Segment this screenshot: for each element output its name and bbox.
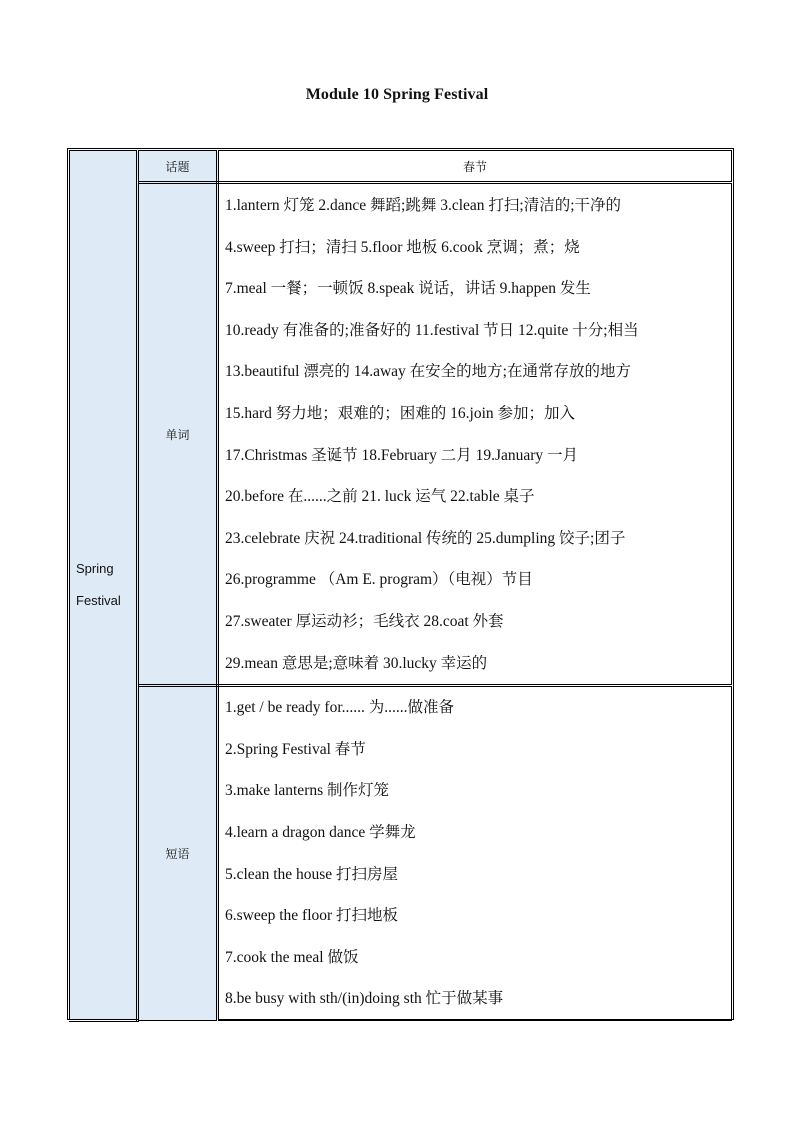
words-label: 单词	[138, 183, 218, 686]
table-header-row	[70, 151, 732, 183]
phrases-content	[218, 686, 732, 1021]
phrase-entry: 2.Spring Festival 春节	[225, 740, 366, 758]
words-row	[70, 183, 732, 686]
word-entry: 17.Christmas 圣诞节 18.February 二月 19.January 一月	[225, 446, 579, 464]
page-title: Module 10 Spring Festival	[305, 86, 489, 103]
word-entry: 1.lantern 灯笼 2.dance 舞蹈;跳舞 3.clean 打扫;清洁的;干净的	[225, 197, 622, 214]
words-list	[225, 185, 731, 684]
word-entry: 10.ready 有准备的;准备好的 11.festival 节日 12.quite 十分;相当	[225, 321, 639, 339]
vocab-table	[69, 150, 732, 1022]
phrase-entry: 4.learn a dragon dance 学舞龙	[225, 823, 416, 841]
phrase-entry: 8.be busy with sth/(in)doing sth 忙于做某事	[225, 990, 504, 1008]
phrase-entry: 5.clean the house 打扫房屋	[225, 865, 399, 883]
phrases-row	[70, 686, 732, 1021]
words-content	[218, 183, 732, 686]
word-entry: 15.hard 努力地；艰难的；困难的 16.join 参加；加入	[225, 404, 576, 422]
word-entry: 23.celebrate 庆祝 24.traditional 传统的 25.dumpling 饺子;团子	[225, 529, 626, 547]
word-entry: 7.meal 一餐；一顿饭 8.speak 说话，讲话 9.happen 发生	[225, 280, 591, 298]
phrases-list	[225, 687, 731, 1020]
phrase-entry: 3.make lanterns 制作灯笼	[225, 782, 390, 800]
header-topic-value: 春节	[218, 151, 732, 183]
phrase-entry: 6.sweep the floor 打扫地板	[225, 907, 399, 925]
word-entry: 13.beautiful 漂亮的 14.away 在安全的地方;在通常存放的地方	[225, 363, 631, 381]
word-entry: 4.sweep 打扫；清扫 5.floor 地板 6.cook 烹调；煮；烧	[225, 238, 580, 256]
phrase-entry: 7.cook the meal 做饭	[225, 948, 359, 966]
topic-line-1: Spring	[76, 560, 114, 576]
word-entry: 27.sweater 厚运动衫；毛线衣 28.coat 外套	[225, 612, 504, 630]
topic-cell	[70, 151, 138, 1021]
phrase-entry: 1.get / be ready for...... 为......做准备	[225, 699, 455, 717]
word-entry: 20.before 在......之前 21. luck 运气 22.table 桌子	[225, 488, 535, 506]
word-entry: 29.mean 意思是;意味着 30.lucky 幸运的	[225, 654, 488, 672]
topic-line-2: Festival	[76, 592, 121, 608]
header-topic-label: 话题	[138, 151, 218, 183]
word-entry: 26.programme （Am E. program）（电视）节目	[225, 571, 533, 589]
phrases-label: 短语	[138, 686, 218, 1021]
